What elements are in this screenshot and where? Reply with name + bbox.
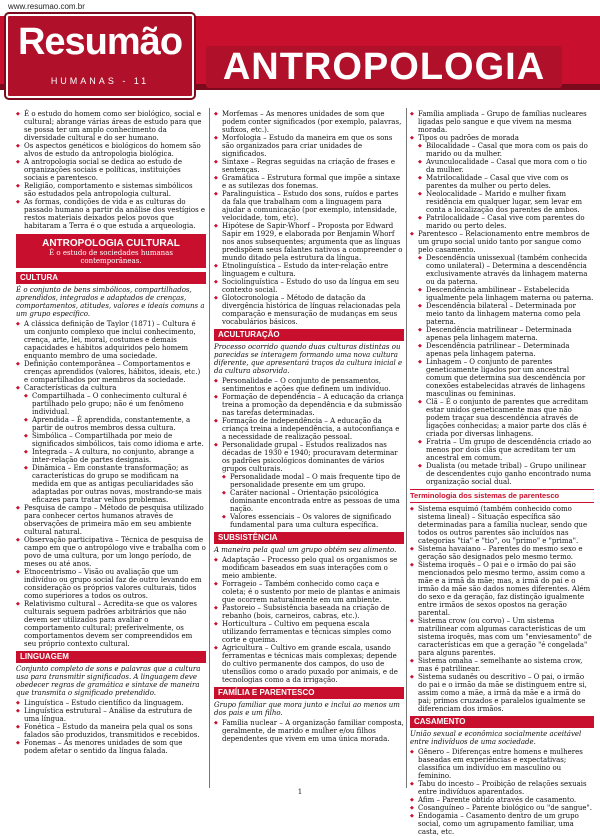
section-heading-familia: FAMÍLIA E PARENTESCO (214, 687, 404, 699)
section-intro: É o conjunto de bens simbólicos, compartilhados, aprendidos, integrados e adaptados de crenças, comportamentos, atitudes, valores e ideais comuns a um grupo específico. (16, 286, 205, 318)
list-item: ◆ Relativismo cultural – Acredita-se que os valores culturais seguem padrões arbitrários que não devem ser utilizados para avaliar o comportamento cultural; preferivelmente, os comportamentos devem ser compreendidos em seu próprio contexto cultural. (16, 600, 206, 648)
section-intro: A maneira pela qual um grupo obtém seu alimento. (214, 546, 397, 554)
section-intro: Conjunto completo de sons e palavras que a cultura usa para transmitir significados. A linguagem deve obedecer regras de gramática e sintaxe de maneira que transmita o significado pretendido. (16, 665, 201, 697)
list-item: ◆ Personalidade – O conjunto de pensamentos, sentimentos e ações que definem um indivíduo. (214, 377, 404, 393)
list-item: ◆ Os aspectos genéticos e biológicos do homem são alvos de estudo da antropologia biológica. (16, 142, 206, 158)
list-item: ◆ Sistema sudanês ou descritivo – O pai, o irmão do pai e o irmão da mãe se distinguem entre si, assim como a mãe, a irmã da mãe e a irmã do pai; primos cruzados e paralelos igualmente se diferenciam dos irmãos. (410, 673, 594, 713)
section-heading-cultura: CULTURA (16, 272, 206, 284)
list-item: ◆ Sistema crow (ou corvo) – Um sistema matrilinear com algumas características de um sistema iroquês, mas com um "enviesamento" de características em que a geração "é congelada" para alguns parentes. (410, 617, 594, 657)
list-item: ◆ Cosanguíneo – Parente biológico ou "de sangue". (410, 804, 594, 812)
linguistica-list (214, 110, 404, 326)
list-item: ◆ Simbólica – Compartilhada por meio de significados simbólicos, tais como idioma e arte. (16, 432, 206, 448)
list-item: ◆ Família nuclear – A organização familiar composta, geralmente, de marido e mulher e/ou filhos dependentes que vivem em uma única morada. (214, 719, 404, 743)
list-item: ◆ Horticultura – Cultivo em pequena escala utilizando ferramentas e técnicas simples como corte e queima. (214, 620, 404, 644)
list-item: ◆ Sistema iroquês – O pai e o irmão do pai são mencionados pelo mesmo termo, assim como a mãe e a irmã da mãe; mas, a irmã do pai e o irmão da mãe são dados nomes diferentes. Além do sexo e da geração, faz distinção igualmente entre irmãos de sexos opostos na geração parental. (410, 561, 594, 617)
list-item: ◆ Fratria – Um grupo de descendência criado ao menos por dois clãs que acreditam ter um ancestral em comum. (410, 438, 594, 462)
section-heading-aculturacao: ACULTURAÇÃO (214, 329, 404, 341)
list-item: ◆ Sistema omaha – semelhante ao sistema crow, mas é patrilinear. (410, 657, 594, 673)
site-url[interactable]: www.resumao.com.br (8, 2, 85, 11)
list-item: ◆ Dualista (ou metade tribal) – Grupo unilinear de descendentes cujo ganho encontrado numa organização social dual. (410, 462, 594, 486)
list-item: ◆ Etnocentrismo – Visão ou avaliação que um indivíduo ou grupo social faz de outro levando em consideração os próprios valores culturais, tidos como superiores a todos os outros. (16, 568, 206, 600)
page-title: ANTROPOLOGIA (222, 46, 546, 88)
list-item: ◆ Aprendida – É aprendida, constantemente, a partir de outros membros dessa cultura. (16, 416, 206, 432)
list-item: ◆ Compartilhada – O conhecimento cultural é partilhado pelo grupo; não é um fenômeno individual. (16, 392, 206, 416)
section-banner (16, 234, 206, 268)
list-item: ◆ A antropologia social se dedica ao estudo de organizações sociais e políticas, instituições sociais e parentesco. (16, 158, 206, 182)
list-item: ◆ Bilocalidade – Casal que mora com os pais do marido ou da mulher. (410, 142, 594, 158)
terminologia-list (410, 505, 594, 713)
section-intro: Grupo familiar que mora junto e inclui ao menos um dos pais e um filho. (214, 701, 400, 717)
list-item: ◆ Linguística – Estudo científico da linguagem. (16, 699, 206, 707)
list-item: ◆ Avunculocalidade – Casal que mora com o tio da mulher. (410, 158, 594, 174)
list-item: ◆ Formação de dependência – A educação da criança treina a promoção da dependência e da submissão nas tarefas determinadas. (214, 393, 404, 417)
list-item: ◆ Morfemas – As menores unidades de som que podem conter significados (por exemplo, palavras, sufixos, etc.). (214, 110, 404, 134)
list-item: ◆ Etnolinguística – Estudo da inter-relação entre linguagem e cultura. (214, 262, 404, 278)
list-item: ◆ Morfologia – Estudo da maneira em que os sons são organizados para criar unidades de significados. (214, 134, 404, 158)
section-heading-casamento: CASAMENTO (410, 716, 594, 728)
column-divider (406, 108, 407, 788)
list-item: ◆ Tipos ou padrões de morada (410, 134, 594, 142)
brand-subtitle: HUMANAS - 11 (50, 76, 150, 86)
list-item: ◆ Sintaxe – Regras seguidas na criação de frases e sentenças. (214, 158, 404, 174)
list-item: ◆ Parentesco – Relacionamento entre membros de um grupo social unido tanto por sangue como pelo casamento. (410, 230, 594, 254)
list-item: ◆ Descendência ambilinear – Estabelecida igualmente pela linhagem materna ou paterna. (410, 286, 594, 302)
list-item: ◆ Religião, comportamento e sistemas simbólicos são estudados pela antropologia cultural. (16, 182, 206, 198)
list-item: ◆ Formação de independência – A educação da criança treina a independência, a autoconfiança e a necessidade de realização pessoal. (214, 417, 404, 441)
subsistencia-list (214, 556, 404, 684)
column-divider (209, 108, 210, 788)
column-2 (214, 110, 404, 743)
parentesco-list (410, 110, 594, 486)
list-item: ◆ Afim – Parente obtido através de casamento. (410, 796, 594, 804)
list-item: ◆ Fonemas – As menores unidades de som que podem afetar o sentido da língua falada. (16, 739, 206, 755)
list-item: ◆ Linguística estrutural – Análise da estrutura de uma língua. (16, 707, 206, 723)
section-intro: Processo ocorrido quando duas culturas distintas ou parecidas se interagem formando uma nova cultura diferente, que apresentará traços da cultura inicial e da cultura absorvida. (214, 343, 403, 375)
list-item: ◆ Descendência matrilinear – Determinada apenas pela linhagem materna. (410, 326, 594, 342)
list-item: ◆ As formas, condições de vida e as culturas do passado humano a partir da análise dos vestígios e restos materiais deixados pelos povos que habitaram a Terra é o que estuda a arqueologia. (16, 198, 206, 230)
familia-list (214, 719, 404, 743)
list-item: ◆ Integrada – A cultura, no conjunto, abrange a inter-relação de partes designais. (16, 448, 206, 464)
list-item: ◆ Valores essenciais – Os valores de significado fundamental para uma cultura específica. (214, 513, 404, 529)
list-item: ◆ Descendência bilateral – Determinada por meio tanto da linhagem materna como pela paterna. (410, 302, 594, 326)
banner-subtitle: É o estudo de sociedades humanas contemporâneas. (49, 249, 173, 265)
list-item: ◆ Gramática – Estrutura formal que impõe a sintaxe e as sutilezas dos fonemas. (214, 174, 404, 190)
banner-title: ANTROPOLOGIA CULTURAL (42, 238, 180, 249)
list-item: ◆ Paralinguística – Estudo dos sons, ruídos e partes da fala que trabalham com a linguagem para ajudar a comunicação (por exemplo, intensidade, velocidade, tom, etc). (214, 190, 404, 222)
list-item: ◆ Linhagem – O conjunto de parentes geneticamente ligados por um ancestral comum que determina sua descendência por conexões estabelecidas através de linhagens masculinas ou femininas. (410, 358, 594, 398)
list-item: ◆ Descendência patrilinear – Determinada apenas pela linhagem paterna. (410, 342, 594, 358)
page-number: 1 (297, 788, 303, 796)
list-item: ◆ Caráter nacional – Orientação psicológica dominante encontrada entre as pessoas de uma nação. (214, 489, 404, 513)
list-item: ◆ Hipótese de Sapir-Whorf – Proposta por Edward Sapir em 1929, e elaborada por Benjamin Whorf nos anos subsequentes; argumenta que as línguas predispõem seus falantes nativos a compreender o mundo ditado pela estrutura da língua. (214, 222, 404, 262)
linguagem-list (16, 699, 206, 755)
list-item: ◆ Glotocronologia – Método de datação da divergência histórica de línguas relacionadas pela comparação e mensuração de mudanças em seus vocabulários básicos. (214, 294, 404, 326)
list-item: ◆ Observação participativa – Técnica de pesquisa de campo em que o antropólogo vive e trabalha com o povo de uma cultura, por um longo período, de meses ou até anos. (16, 536, 206, 568)
list-item: ◆ Pesquisa de campo – Método de pesquisa utilizado para conhecer certos humanos através de observações de primeira mão em seu ambiente cultural natural. (16, 504, 206, 536)
list-item: ◆ Personalidade grupal – Estudos realizados nas décadas de 1930 e 1940; procuravam determinar os padrões psicológicos dominantes de vários grupos culturais. (214, 441, 404, 473)
list-item: ◆ Personalidade modal – O mais frequente tipo de personalidade presente em um grupo. (214, 473, 404, 489)
section-heading-subsistencia: SUBSISTÊNCIA (214, 532, 404, 544)
brand-logo (6, 14, 194, 98)
list-item: ◆ É o estudo do homem como ser biológico, social e cultural; abrange várias áreas de estudo para que se possa ter um amplo conhecimento da diversidade cultural e do ser humano. (16, 110, 206, 142)
intro-list (16, 110, 206, 230)
list-item: ◆ Tabu do incesto – Proibição de relações sexuais entre indivíduos aparentados. (410, 780, 594, 796)
subsection-heading-terminologia: Terminologia dos sistemas de parentesco (410, 489, 594, 503)
list-item: ◆ Características da cultura (16, 384, 206, 392)
brand-title: Resumão (17, 21, 183, 63)
column-1 (16, 110, 206, 755)
section-heading-linguagem: LINGUAGEM (16, 651, 206, 663)
cultura-list (16, 320, 206, 648)
list-item: ◆ Sistema esquimó (também conhecido como sistema lineal) – Situação específica são determinadas para a família nuclear, sendo que todos os outros parentes são incluídos nas categorias "tia" e "tio", ou "primo" e "prima". (410, 505, 594, 545)
list-item: ◆ Descendência unissexual (também conhecida como unilateral) – Determina a descendência exclusivamente através da linhagem materna ou da paterna. (410, 254, 594, 286)
list-item: ◆ Matrilocalidade – Casal que vive com os parentes da mulher ou perto deles. (410, 174, 594, 190)
list-item: ◆ Sistema havaiano – Parentes do mesmo sexo e geração são designados pelo mesmo termo. (410, 545, 594, 561)
column-3 (410, 110, 594, 836)
title-box (206, 46, 562, 88)
section-intro: União sexual e econômica socialmente aceitável entre indivíduos de uma sociedade. (410, 730, 582, 746)
list-item: ◆ Fonética – Estudo da maneira pela qual os sons falados são produzidos, transmitidos e recebidos. (16, 723, 206, 739)
list-item: ◆ Definição contemporânea – Comportamentos e crenças aprendidos (valores, hábitos, ideais, etc.) e compartilhados por membros da sociedade. (16, 360, 206, 384)
list-item: ◆ Dinâmica – Em constante transformação; as características do grupo se modificam na medida em que as antigas peculiaridades são adaptadas por outras novas, mostrando-se mais eficazes para tratar velhos problemas. (16, 464, 206, 504)
list-item: ◆ Forrageio – Também conhecido como caça e coleta; é o sustento por meio de plantas e animais que ocorrem naturalmente em um ambiente. (214, 580, 404, 604)
list-item: ◆ Neolocalidade – Marido e mulher fixam residência em qualquer lugar, sem levar em conta a localização dos parentes de ambos. (410, 190, 594, 214)
list-item: ◆ Gênero – Diferenças entre homens e mulheres baseadas em experiências e expectativas; classifica um indivíduo em masculino ou feminino. (410, 748, 594, 780)
list-item: ◆ A clássica definição de Taylor (1871) – Cultura é um conjunto complexo que inclui conhecimento, crença, arte, lei, moral, costumes e demais capacidades e hábitos adquiridos pelo homem enquanto membro de uma sociedade. (16, 320, 206, 360)
list-item: ◆ Endogamia – Casamento dentro de um grupo social, como um agrupamento familiar, uma casta, etc. (410, 812, 594, 836)
list-item: ◆ Clã – É o conjunto de parentes que acreditam estar unidos geneticamente mas que não podem traçar sua descendência através de ligações conhecidas; a maior parte dos clãs é criada por diversas linhagens. (410, 398, 594, 438)
list-item: ◆ Pastoreio – Subsistência baseada na criação de rebanho (bois, carneiros, cabras, etc.). (214, 604, 404, 620)
list-item: ◆ Patrilocalidade – Casal vive com parentes do marido ou perto deles. (410, 214, 594, 230)
list-item: ◆ Agricultura – Cultivo em grande escala, usando ferramentas e técnicas mais complexas; depende do cultivo permanente dos campos, do uso de utensílios como o arado puxado por animais, e de tecnologias como a da irrigação. (214, 644, 404, 684)
list-item: ◆ Família ampliada – Grupo de famílias nucleares ligadas pelo sangue e que vivem na mesma morada. (410, 110, 594, 134)
list-item: ◆ Sociolinguística – Estudo do uso da língua em seu contexto social. (214, 278, 404, 294)
aculturacao-list (214, 377, 404, 529)
list-item: ◆ Adaptação – Processo pelo qual os organismos se modificam baseados em suas interações com o meio ambiente. (214, 556, 404, 580)
